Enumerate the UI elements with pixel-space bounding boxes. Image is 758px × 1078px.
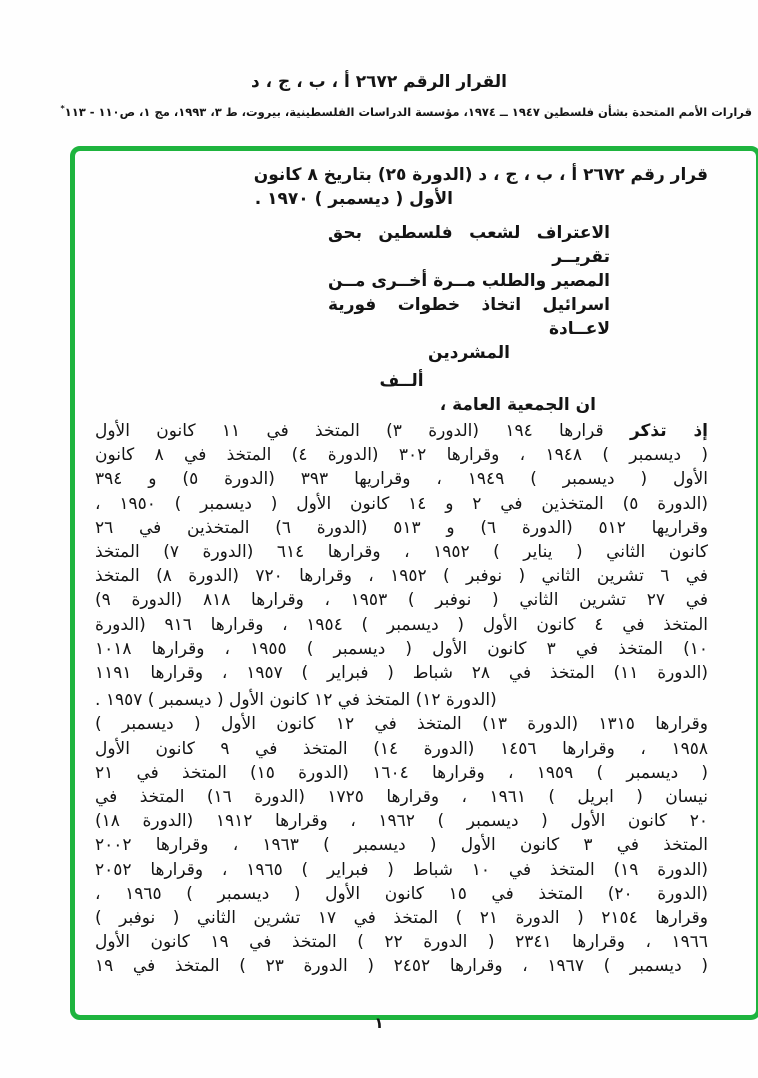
body-line: نيسان ( ابريل ) ١٩٦١ ، وقرارها ١٧٢٥ (الدورة ١٦) المتخذ في	[95, 787, 709, 808]
body-lead: إذ تذكر	[629, 421, 708, 441]
body-line: ١٠) المتخذ في ٣ كانون الأول ( ديسمبر ) ١٩٥٥ ، وقرارها ١٠١٨	[95, 638, 708, 659]
subject-line: اسرائيل اتخاذ خطوات فورية لاعــادة	[328, 295, 610, 339]
subject-line: الاعتراف لشعب فلسطين بحق تقريــر	[328, 223, 610, 267]
subject-line: المشردين	[428, 343, 510, 363]
section-heading-alef: ألــف	[379, 371, 424, 391]
body-line: (الدورة ١٢) المتخذ في ١٢ كانون الأول ( ديسمبر ) ١٩٥٧ .	[95, 690, 497, 711]
body-line: في ٦ تشرين الثاني ( نوفبر ) ١٩٥٢ ، وقرارها ٧٢٠ (الدورة ٨) المتخذ	[95, 566, 709, 587]
body-line	[95, 419, 708, 443]
body-line: في ٢٧ تشرين الثاني ( نوفبر ) ١٩٥٣ ، وقرارها ٨١٨ (الدورة ٩)	[95, 590, 709, 611]
body-line: (الدورة ١٩) المتخذ في ١٠ شباط ( فبراير ) ١٩٦٥ ، وقرارها ٢٠٥٢	[95, 859, 708, 880]
resolution-body	[95, 419, 708, 979]
resolution-subject	[328, 221, 610, 365]
body-line: ( ديسمبر ) ١٩٤٨ ، وقرارها ٣٠٢ (الدورة ٤) المتخذ في ٨ كانون	[95, 445, 708, 466]
assembly-intro: ان الجمعية العامة ،	[439, 395, 596, 415]
body-line: ( ديسمبر ) ١٩٥٩ ، وقرارها ١٦٠٤ (الدورة ١٥) المتخذ في ٢١	[95, 762, 709, 783]
body-line: وقراريها ٥١٢ (الدورة ٦) و ٥١٣ (الدورة ٦) المتخذين في ٢٦	[95, 517, 708, 538]
body-line: ٢٠ كانون الأول ( ديسمبر ) ١٩٦٢ ، وقرارها ١٩١٢ (الدورة ١٨)	[95, 811, 708, 832]
footnote-marker: *	[60, 104, 65, 113]
body-line: (الدورة ١١) المتخذ في ٢٨ شباط ( فبراير ) ١٩٥٧ ، وقرارها ١١٩١	[95, 663, 708, 684]
body-line: (الدورة ٢٠) المتخذ في ١٥ كانون الأول ( ديسمبر ) ١٩٦٥ ،	[95, 883, 708, 904]
citation-text: قرارات الأمم المتحدة بشأن فلسطين ١٩٤٧ ــ ١٩٧٤، مؤسسة الدراسات الفلسطينية، بيروت، ط ٣، ١٩٩٣، مج ١، ص١١٠ - ١١٣	[64, 104, 752, 119]
body-line: وقرارها ١٣١٥ (الدورة ١٣) المتخذ في ١٢ كانون الأول ( ديسمبر )	[95, 714, 709, 735]
body-line: ١٩٥٨ ، وقرارها ١٤٥٦ (الدورة ١٤) المتخذ في ٩ كانون الأول	[95, 738, 708, 759]
body-line: المتخذ في ٤ كانون الأول ( ديسمبر ) ١٩٥٤ ، وقرارها ٩١٦ (الدورة	[95, 614, 708, 635]
page-number: ١	[374, 1014, 384, 1032]
body-line: ١٩٦٦ ، وقرارها ٢٣٤١ ( الدورة ٢٢ ) المتخذ في ١٩ كانون الأول	[95, 932, 708, 953]
body-line: ( ديسمبر ) ١٩٦٧ ، وقرارها ٢٤٥٢ ( الدورة ٢٣ ) المتخذ في ١٩	[95, 956, 708, 977]
body-line: الأول ( ديسمبر ) ١٩٤٩ ، وقراريها ٣٩٣ (الدورة ٥) و ٣٩٤	[95, 469, 708, 490]
page-title: القرار الرقم ٢٦٧٢ أ ، ب ، ج ، د	[251, 72, 507, 92]
body-line-text: قرارها ١٩٤ (الدورة ٣) المتخذ في ١١ كانون الأول	[95, 421, 604, 441]
body-line: وقرارها ٢١٥٤ ( الدورة ٢١ ) المتخذ في ١٧ تشرين الثاني ( نوفبر )	[95, 908, 709, 929]
resolution-box	[70, 146, 758, 1020]
body-line: المتخذ في ٣ كانون الأول ( ديسمبر ) ١٩٦٣ ، وقرارها ٢٠٠٢	[95, 835, 708, 856]
resolution-header-line2: الأول ( ديسمبر ) ١٩٧٠ .	[254, 189, 453, 209]
body-line: (الدورة ٥) المتخذين في ٢ و ١٤ كانون الأول ( ديسمبر ) ١٩٥٠ ،	[95, 493, 708, 514]
source-citation	[4, 104, 752, 119]
resolution-header-line1: قرار رقم ٢٦٧٢ أ ، ب ، ج ، د (الدورة ٢٥) بتاريخ ٨ كانون	[253, 165, 708, 185]
body-line: كانون الثاني ( يناير ) ١٩٥٢ ، وقرارها ٦١٤ (الدورة ٧) المتخذ	[95, 542, 708, 563]
subject-line: المصير والطلب مــرة أخــرى مــن	[328, 271, 610, 291]
